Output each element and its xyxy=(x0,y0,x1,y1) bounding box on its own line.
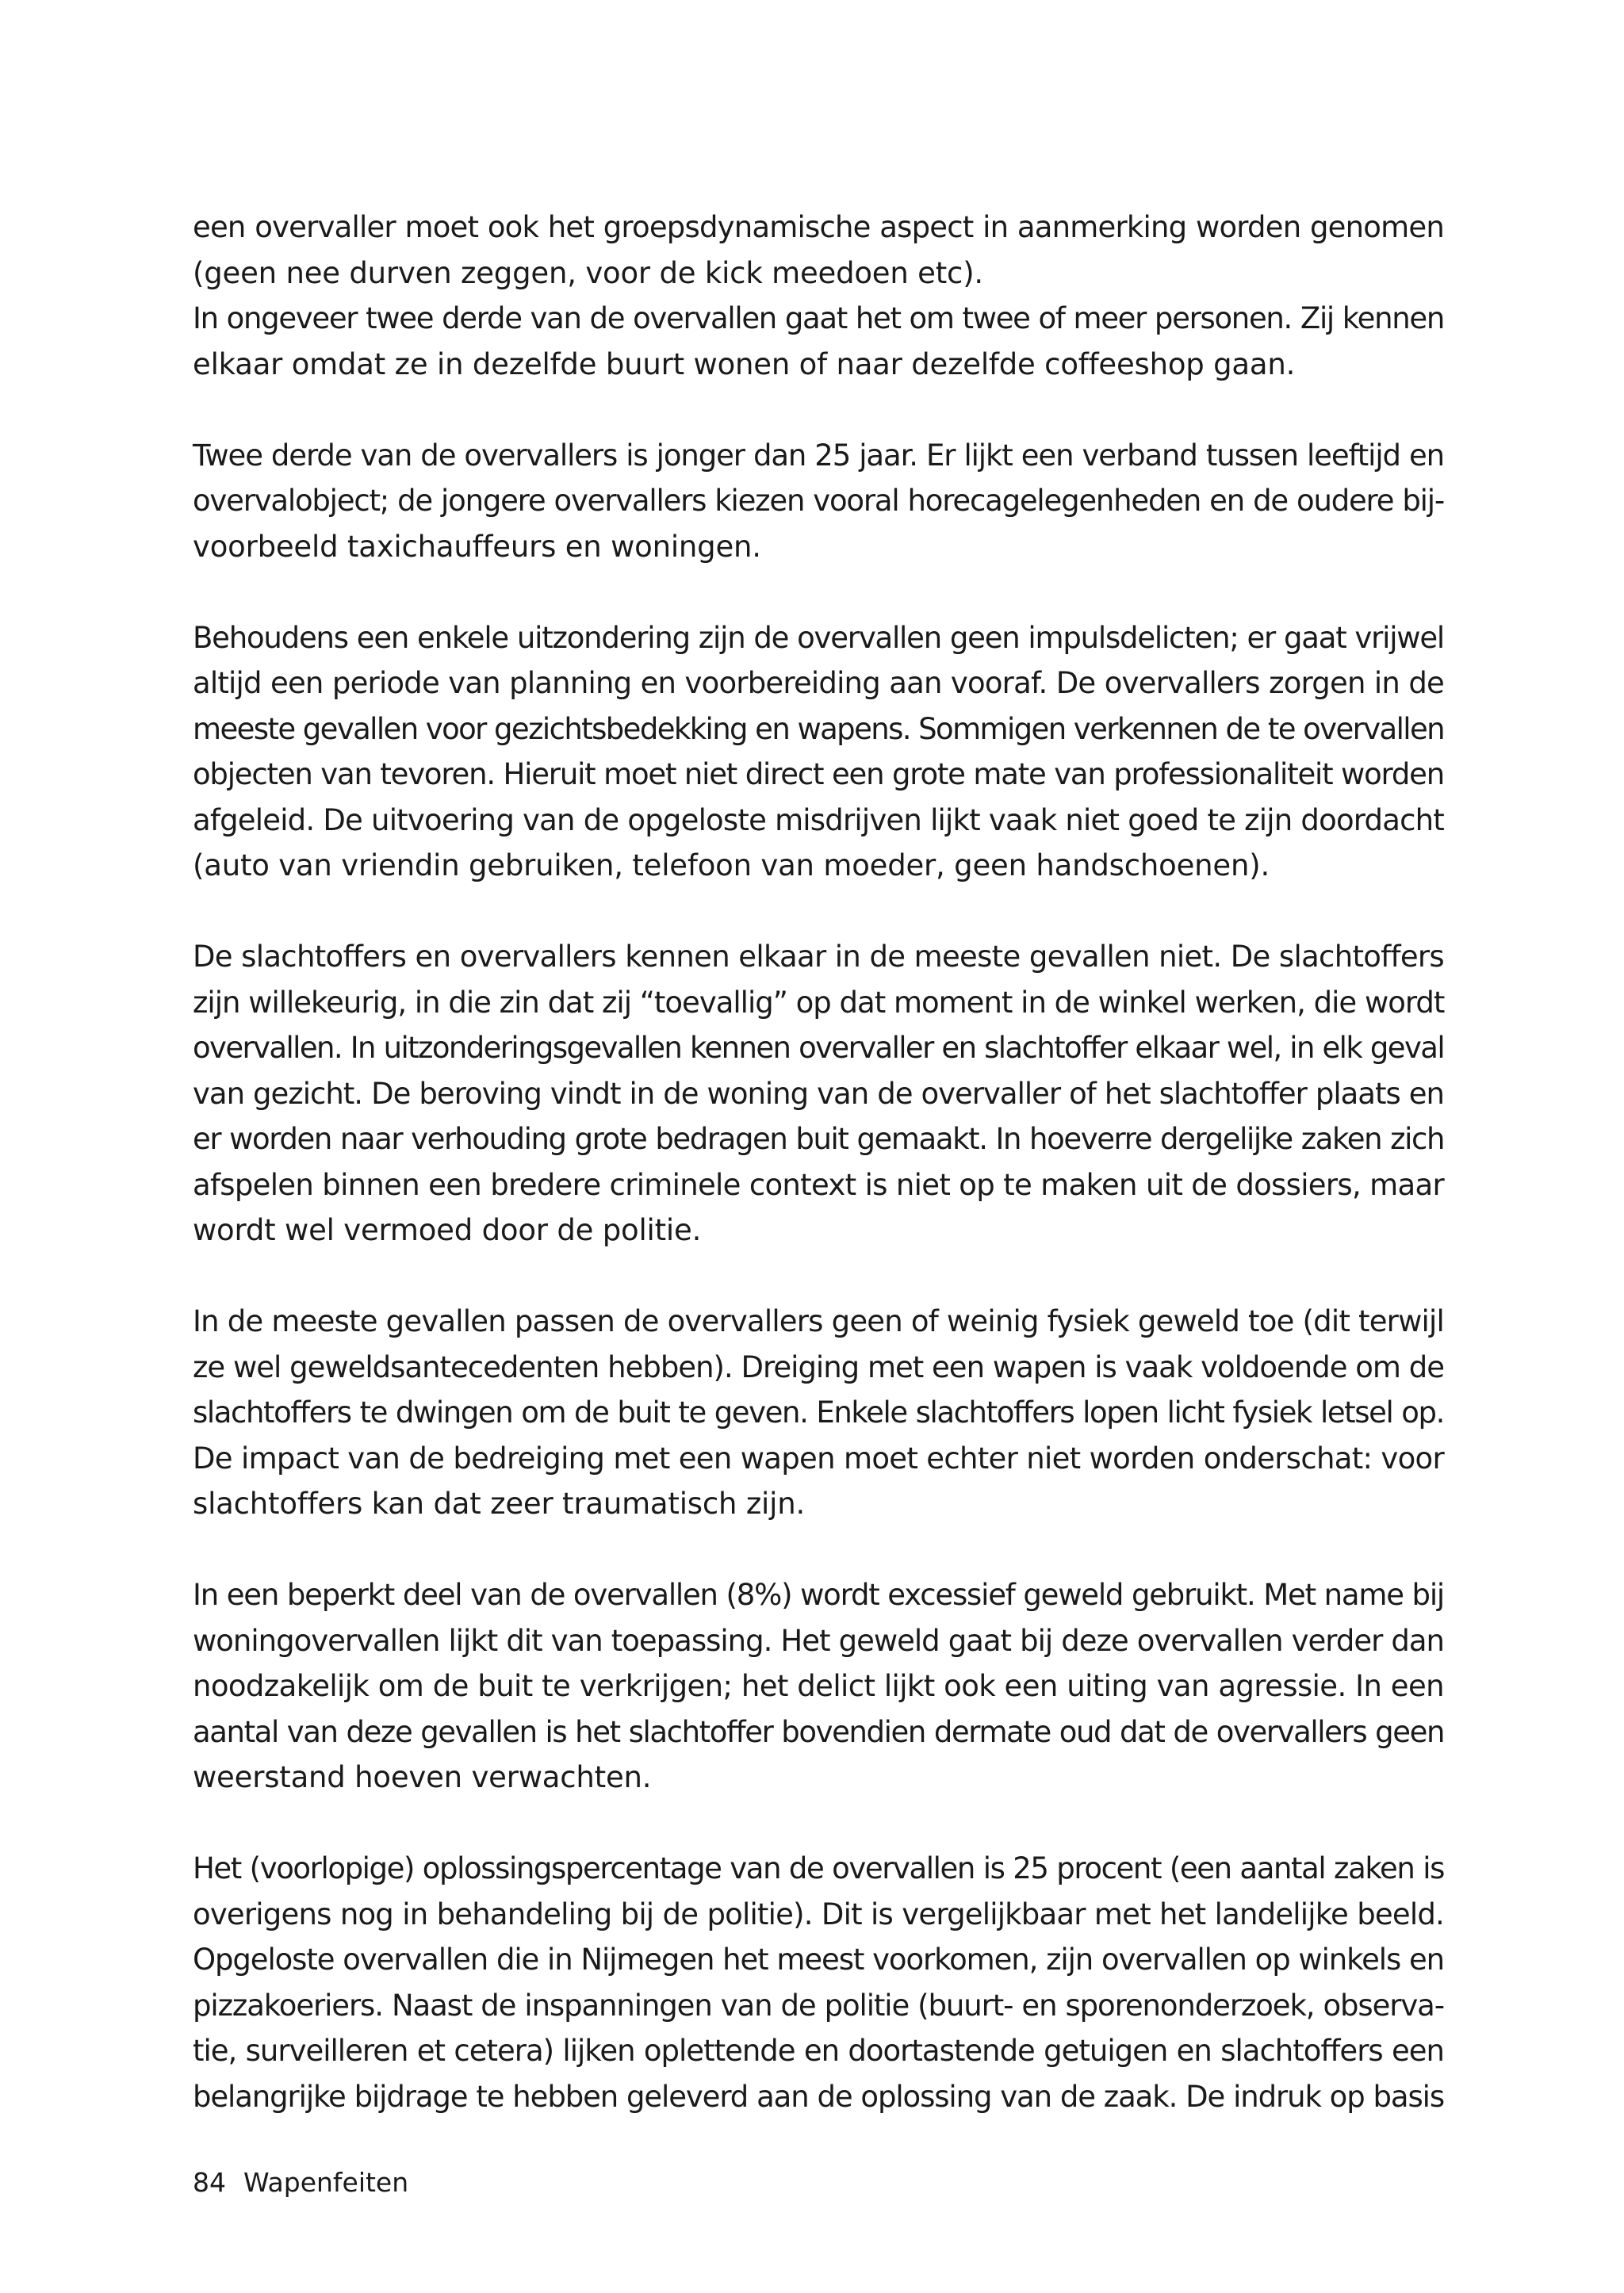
text-line: overvalobject; de jongere overvallers kiezen vooral horecagelegenheden en de oudere bij- xyxy=(193,484,1444,518)
text-line: elkaar omdat ze in dezelfde buurt wonen of naar dezelfde coffeeshop gaan. xyxy=(193,346,1296,381)
paragraph xyxy=(193,934,1444,1254)
text-line: wordt wel vermoed door de politie. xyxy=(193,1213,702,1247)
text-line: De impact van de bedreiging met een wapen moet echter niet worden onderschat: voor xyxy=(193,1441,1444,1476)
page-number: 84 xyxy=(193,2167,226,2198)
text-line: slachtoffers kan dat zeer traumatisch zijn. xyxy=(193,1487,806,1521)
text-line: afspelen binnen een bredere criminele context is niet op te maken uit de dossiers, maar xyxy=(193,1167,1444,1202)
paragraph xyxy=(193,1299,1444,1527)
paragraph xyxy=(193,205,1444,387)
paragraph-gap xyxy=(193,569,1444,615)
paragraph-gap xyxy=(193,889,1444,935)
text-line: overvallen. In uitzonderingsgevallen kennen overvaller en slachtoffer elkaar wel, in elk geval xyxy=(193,1031,1444,1065)
running-title: Wapenfeiten xyxy=(243,2167,409,2198)
text-line: (geen nee durven zeggen, voor de kick meedoen etc). xyxy=(193,255,983,290)
paragraph xyxy=(193,1572,1444,1801)
text-line: slachtoffers te dwingen om de buit te geven. Enkele slachtoffers lopen licht fysiek letsel op. xyxy=(193,1395,1444,1430)
text-line: noodzakelijk om de buit te verkrijgen; het delict lijkt ook een uiting van agressie. In een xyxy=(193,1669,1444,1703)
text-line: tie, surveilleren et cetera) lijken oplettende en doortastende getuigen en slachtoffers een xyxy=(193,2034,1444,2068)
text-line: aantal van deze gevallen is het slachtoffer bovendien dermate oud dat de overvallers geen xyxy=(193,1714,1444,1749)
paragraph-gap xyxy=(193,1527,1444,1573)
paragraph xyxy=(193,433,1444,570)
text-line: De slachtoffers en overvallers kennen elkaar in de meeste gevallen niet. De slachtoffers xyxy=(193,940,1444,974)
text-line: er worden naar verhouding grote bedragen buit gemaakt. In hoeverre dergelijke zaken zich xyxy=(193,1122,1444,1156)
page-footer xyxy=(193,2167,408,2199)
text-line: pizzakoeriers. Naast de inspanningen van de politie (buurt- en sporenonderzoek, observa- xyxy=(193,1988,1444,2023)
text-line: Behoudens een enkele uitzondering zijn de overvallen geen impulsdelicten; er gaat vrijwel xyxy=(193,620,1444,655)
text-line: Het (voorlopige) oplossingspercentage van de overvallen is 25 procent (een aantal zaken is xyxy=(193,1851,1444,1885)
paragraph xyxy=(193,1846,1444,2119)
paragraph-gap xyxy=(193,387,1444,433)
paragraph-gap xyxy=(193,1801,1444,1847)
text-line: altijd een periode van planning en voorbereiding aan vooraf. De overvallers zorgen in de xyxy=(193,666,1444,700)
text-line: In de meeste gevallen passen de overvallers geen of weinig fysiek geweld toe (dit terwijl xyxy=(193,1304,1444,1338)
text-line: zijn willekeurig, in die zin dat zij “toevallig” op dat moment in de winkel werken, die wordt xyxy=(193,985,1445,1020)
text-line: voorbeeld taxichauffeurs en woningen. xyxy=(193,529,761,564)
text-line: In een beperkt deel van de overvallen (8%) wordt excessief geweld gebruikt. Met name bij xyxy=(193,1578,1444,1612)
text-line: Opgeloste overvallen die in Nijmegen het meest voorkomen, zijn overvallen op winkels en xyxy=(193,1943,1444,1977)
text-line: belangrijke bijdrage te hebben geleverd aan de oplossing van de zaak. De indruk op basis xyxy=(193,2079,1444,2114)
text-line: overigens nog in behandeling bij de politie). Dit is vergelijkbaar met het landelijke beeld. xyxy=(193,1897,1444,1931)
text-line: (auto van vriendin gebruiken, telefoon van moeder, geen handschoenen). xyxy=(193,848,1270,882)
paragraph-gap xyxy=(193,1254,1444,1300)
text-line: ze wel geweldsantecedenten hebben). Dreiging met een wapen is vaak voldoende om de xyxy=(193,1349,1444,1384)
paragraph xyxy=(193,615,1444,889)
text-line: In ongeveer twee derde van de overvallen gaat het om twee of meer personen. Zij kennen xyxy=(193,301,1444,335)
text-line: woningovervallen lijkt dit van toepassing. Het geweld gaat bij deze overvallen verder dan xyxy=(193,1623,1444,1658)
text-line: weerstand hoeven verwachten. xyxy=(193,1760,652,1794)
text-line: afgeleid. De uitvoering van de opgeloste misdrijven lijkt vaak niet goed te zijn doordacht xyxy=(193,802,1444,837)
text-line: objecten van tevoren. Hieruit moet niet direct een grote mate van professionaliteit worden xyxy=(193,757,1444,791)
text-line: van gezicht. De beroving vindt in de woning van de overvaller of het slachtoffer plaats en xyxy=(193,1076,1444,1111)
text-line: meeste gevallen voor gezichtsbedekking en wapens. Sommigen verkennen de te overvallen xyxy=(193,711,1444,746)
page-body xyxy=(193,205,1444,2119)
text-line: Twee derde van de overvallers is jonger dan 25 jaar. Er lijkt een verband tussen leeftijd en xyxy=(193,438,1444,473)
text-line: een overvaller moet ook het groepsdynamische aspect in aanmerking worden genomen xyxy=(193,210,1444,244)
